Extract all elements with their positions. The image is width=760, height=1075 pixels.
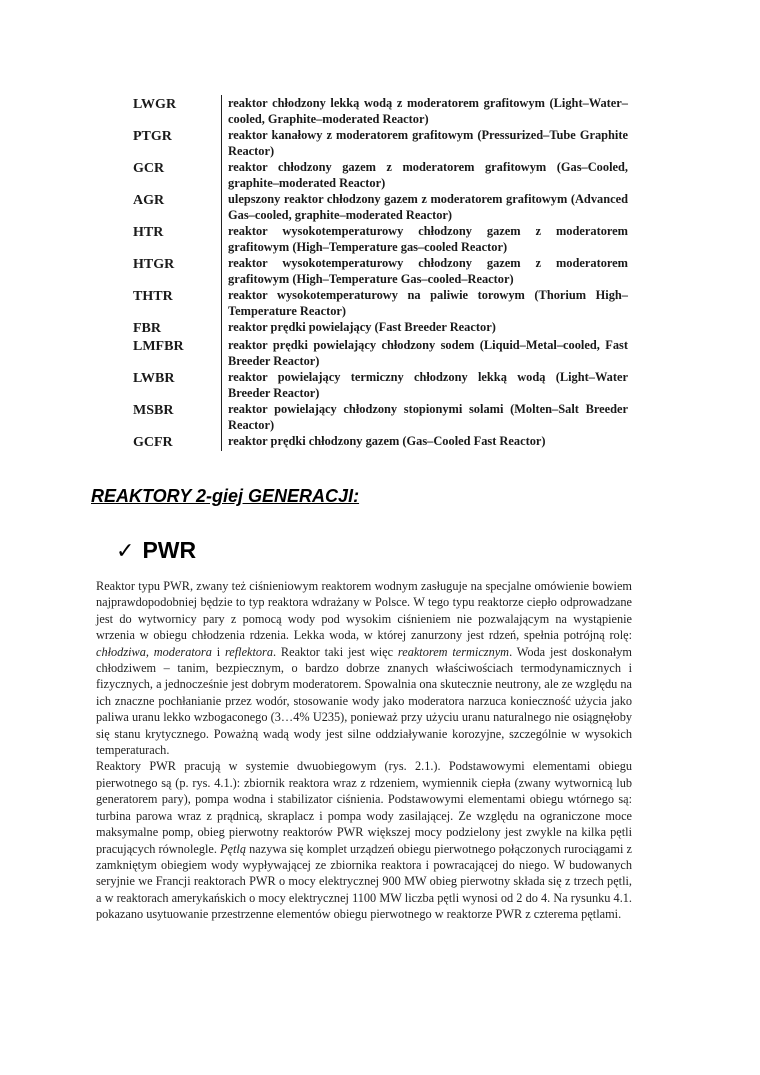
abbreviation-row bbox=[133, 287, 628, 319]
abbreviation-row bbox=[133, 159, 628, 191]
text-span: Reaktory PWR pracują w systemie dwuobiegowym (rys. 2.1.). Podstawowymi elementami obiegu pierwotnego są (p. rys. 4.1.): zbiornik reaktora wraz z rdzeniem, wymiennik ciepła (zwany wytwornicą lub generatorem pary), pompa wodna i stabilizator ciśnienia. Podstawowymi elementami obiegu wtórnego są: turbina parowa wraz z prądnicą, skraplacz i pompa wody zasilającej. Ze względu na ograniczone moce maksymalne pomp, obieg pierwotny reaktorów PWR większej mocy podzielony jest zwykle na kilka pętli pracujących równolegle. bbox=[96, 759, 632, 856]
emphasis-text: Pętlą bbox=[220, 841, 246, 856]
abbreviation-row bbox=[133, 401, 628, 433]
abbreviation-code: THTR bbox=[133, 289, 173, 304]
abbreviation-row bbox=[133, 319, 628, 337]
abbreviation-code: LWBR bbox=[133, 371, 175, 386]
pwr-title: PWR bbox=[142, 537, 197, 563]
abbreviation-row bbox=[133, 95, 628, 127]
section-heading: REAKTORY 2-giej GENERACJI: bbox=[91, 486, 360, 506]
abbreviation-description: reaktor wysokotemperaturowy chłodzony gazem z moderatorem grafitowym (High–Temperature gas–cooled Reactor) bbox=[221, 223, 628, 255]
abbreviation-code: GCFR bbox=[133, 435, 173, 450]
abbreviation-description: reaktor powielający chłodzony stopionymi solami (Molten–Salt Breeder Reactor) bbox=[221, 401, 628, 433]
abbreviation-code: LWGR bbox=[133, 97, 177, 112]
abbreviation-description: ulepszony reaktor chłodzony gazem z moderatorem grafitowym (Advanced Gas–cooled, graphite–moderated Reactor) bbox=[221, 191, 628, 223]
abbreviation-description: reaktor powielający termiczny chłodzony lekką wodą (Light–Water Breeder Reactor) bbox=[221, 369, 628, 401]
abbreviation-row bbox=[133, 191, 628, 223]
emphasis-text: reflektora bbox=[224, 644, 273, 659]
checkmark-icon: ✓ bbox=[116, 537, 135, 563]
abbreviation-description: reaktor wysokotemperaturowy chłodzony gazem z moderatorem grafitowym (High–Temperature Gas–cooled–Reactor) bbox=[221, 255, 628, 287]
abbreviation-code: AGR bbox=[133, 193, 165, 208]
abbreviation-row bbox=[133, 433, 628, 451]
abbreviation-row bbox=[133, 369, 628, 401]
text-span: i bbox=[211, 644, 225, 659]
abbreviation-description: reaktor prędki chłodzony gazem (Gas–Cooled Fast Reactor) bbox=[221, 433, 628, 451]
paragraph bbox=[96, 758, 632, 922]
abbreviation-description: reaktor prędki powielający chłodzony sodem (Liquid–Metal–cooled, Fast Breeder Reactor) bbox=[221, 337, 628, 369]
text-span: . Woda jest doskonałym chłodziwem – tanim, bezpiecznym, o bardzo dobrze znanych właściwościach termodynamicznych i fizycznych, a jednocześnie jest dobrym moderatorem. Spowalnia ona skutecznie neutrony, ale ze względu na ich znaczne pochłanianie przez wodór, stosowanie wody jako moderatora narzuca konieczność użycia jako paliwa uranu lekko wzbogaconego (3…4% U235), ponieważ przy użyciu uranu naturalnego nie osiągnęłoby się stanu krytycznego. Poważną wadą wody jest silne oddziaływanie korozyjne, szczególnie w wysokich temperaturach. bbox=[96, 644, 632, 758]
abbreviation-code: HTGR bbox=[133, 257, 175, 272]
emphasis-text: reaktorem termicznym bbox=[397, 644, 510, 659]
emphasis-text: chłodziwa, moderatora bbox=[96, 644, 212, 659]
abbreviation-row bbox=[133, 337, 628, 369]
abbreviation-code: PTGR bbox=[133, 129, 172, 144]
abbreviation-row bbox=[133, 255, 628, 287]
text-span: . Reaktor taki jest więc bbox=[273, 644, 398, 659]
paragraph bbox=[96, 578, 632, 758]
abbreviation-code: FBR bbox=[133, 321, 161, 336]
abbreviation-description: reaktor kanałowy z moderatorem grafitowym (Pressurized–Tube Graphite Reactor) bbox=[221, 127, 628, 159]
abbreviation-table bbox=[133, 95, 628, 451]
abbreviation-code: GCR bbox=[133, 161, 165, 176]
body-text bbox=[96, 578, 632, 923]
abbreviation-code: HTR bbox=[133, 225, 164, 240]
abbreviation-description: reaktor prędki powielający (Fast Breeder Reactor) bbox=[221, 319, 628, 337]
text-span: nazywa się komplet urządzeń obiegu pierwotnego połączonych rurociągami z zamkniętym obiegiem wody wypływającej ze zbiornika reaktora i powracającej do niego. W budowanych seryjnie we Francji reaktorach PWR o mocy elektrycznej 900 MW obieg pierwotny składa się z trzech pętli, a w reaktorach amerykańskich o mocy elektrycznej 1100 MW liczba pętli wynosi od 2 do 4. Na rysunku 4.1. pokazano usytuowanie przestrzenne elementów obiegu pierwotnego w reaktorze PWR z czterema pętlami. bbox=[96, 841, 632, 922]
abbreviation-description: reaktor chłodzony lekką wodą z moderatorem grafitowym (Light–Water–cooled, Graphite–moderated Reactor) bbox=[221, 95, 628, 127]
text-span: Reaktor typu PWR, zwany też ciśnieniowym reaktorem wodnym zasługuje na specjalne omówienie bowiem najprawdopodobniej będzie to typ reaktora wdrażany w Polsce. W tego typu reaktorze ciepło odprowadzane jest do wytwornicy pary z pomocą wody pod wysokim ciśnieniem nie pozwalającym na wystąpienie wrzenia w obiegu chłodzenia rdzenia. Lekka woda, w której zanurzony jest rdzeń, spełnia potrójną rolę: bbox=[96, 579, 632, 643]
abbreviation-description: reaktor wysokotemperaturowy na paliwie torowym (Thorium High–Temperature Reactor) bbox=[221, 287, 628, 319]
abbreviation-row bbox=[133, 223, 628, 255]
abbreviation-code: LMFBR bbox=[133, 339, 184, 354]
abbreviation-code: MSBR bbox=[133, 403, 174, 418]
pwr-heading bbox=[116, 537, 196, 564]
abbreviation-row bbox=[133, 127, 628, 159]
abbreviation-description: reaktor chłodzony gazem z moderatorem grafitowym (Gas–Cooled, graphite–moderated Reactor) bbox=[221, 159, 628, 191]
